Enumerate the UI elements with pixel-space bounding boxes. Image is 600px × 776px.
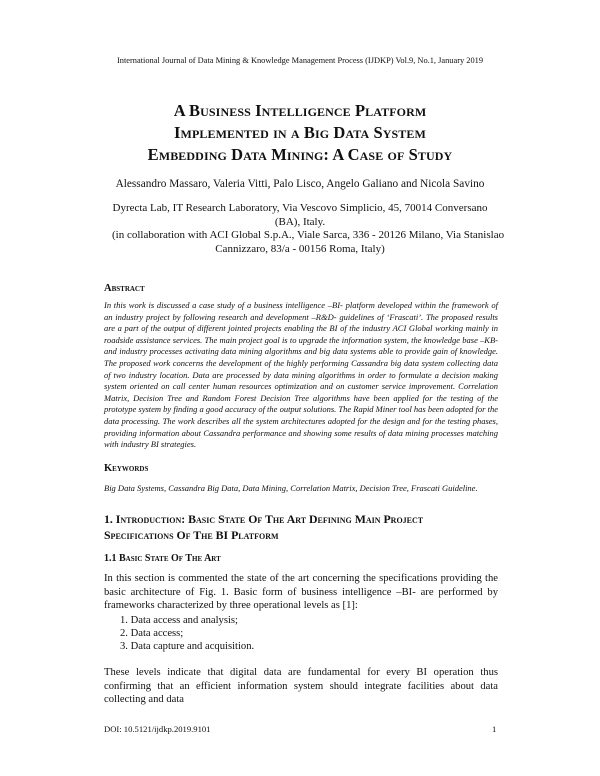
operational-levels-list <box>120 614 254 654</box>
title-line-2: Implemented in a Big Data System <box>174 123 426 142</box>
title-line-1: A Business Intelligence Platform <box>173 101 427 120</box>
page-number: 1 <box>492 724 497 734</box>
abstract-heading: Abstract <box>104 283 145 294</box>
subsection-1-1-heading: 1.1 Basic State Of The Art <box>104 553 221 564</box>
list-item: 1. Data access and analysis; <box>120 615 238 626</box>
section-1-heading-line-2: Specifications Of The BI Platform <box>104 527 279 542</box>
list-item: 2. Data access; <box>120 628 184 640</box>
paper-title <box>60 100 540 166</box>
section-1-heading <box>104 512 423 543</box>
keywords-text: Big Data Systems, Cassandra Big Data, Data Mining, Correlation Matrix, Decision Tree, Frascati Guideline. <box>104 483 478 493</box>
title-line-3: Embedding Data Mining: A Case of Study <box>147 145 453 164</box>
affiliation-line-4: Cannizzaro, 83/a - 00156 Roma, Italy) <box>215 242 385 255</box>
affiliation <box>112 202 505 256</box>
affiliation-line-3: (in collaboration with ACI Global S.p.A., Viale Sarca, 336 - 20126 Milano, Via Stanislao <box>112 229 505 241</box>
section-1-paragraph-2: These levels indicate that digital data are fundamental for every BI operation thus confirming that an efficient information system should integrate facilities about data collecting and data <box>104 667 498 705</box>
affiliation-line-1: Dyrecta Lab, IT Research Laboratory, Via Vescovo Simplicio, 45, 70014 Conversano <box>112 202 488 214</box>
journal-header: International Journal of Data Mining & Knowledge Management Process (IJDKP) Vol.9, No.1, January 2019 <box>116 56 484 65</box>
footer-doi: DOI: 10.5121/ijdkp.2019.9101 <box>104 724 211 734</box>
author-list: Alessandro Massaro, Valeria Vitti, Palo Lisco, Angelo Galiano and Nicola Savino <box>115 178 485 190</box>
keywords-heading: Keywords <box>104 463 149 474</box>
section-1-paragraph-1: In this section is commented the state of the art concerning the specifications providing the basic architecture of Fig. 1. Basic form of business intelligence –BI- are performed by frameworks characterized by three operational levels as [1]: <box>104 573 498 611</box>
list-item: 3. Data capture and acquisition. <box>120 641 255 653</box>
abstract-text: In this work is discussed a case study of a business intelligence –BI- platform developed within the framework of an industry project by following research and development –R&D- guidelines of ‘Frascati’. The proposed results are a part of the output of different jointed projects enabling the BI of the industry ACI Global working mainly in roadside assistance services. The main project goal is to upgrade the information system, the knowledge base –KB- and industry processes activating data mining algorithms and big data systems able to provide gain of knowledge. The proposed work concerns the development of the highly performing Cassandra big data system collecting data of two industry location. Data are processed by data mining algorithms in order to formulate a decision making system oriented on call center human resources optimization and on customer service improvement. Correlation Matrix, Decision Tree and Random Forest Decision Tree algorithms have been applied for the testing of the prototype system by finding a good accuracy of the output solutions. The Rapid Miner tool has been adopted for the data processing. The work describes all the system architectures adopted for the design and for the testing phases, providing information about Cassandra performance and showing some results of data mining processes matching with industry BI strategies. <box>104 300 498 450</box>
section-1-heading-line-1: 1. Introduction: Basic State Of The Art Defining Main Project <box>104 512 424 526</box>
affiliation-line-2: (BA), Italy. <box>274 215 326 228</box>
